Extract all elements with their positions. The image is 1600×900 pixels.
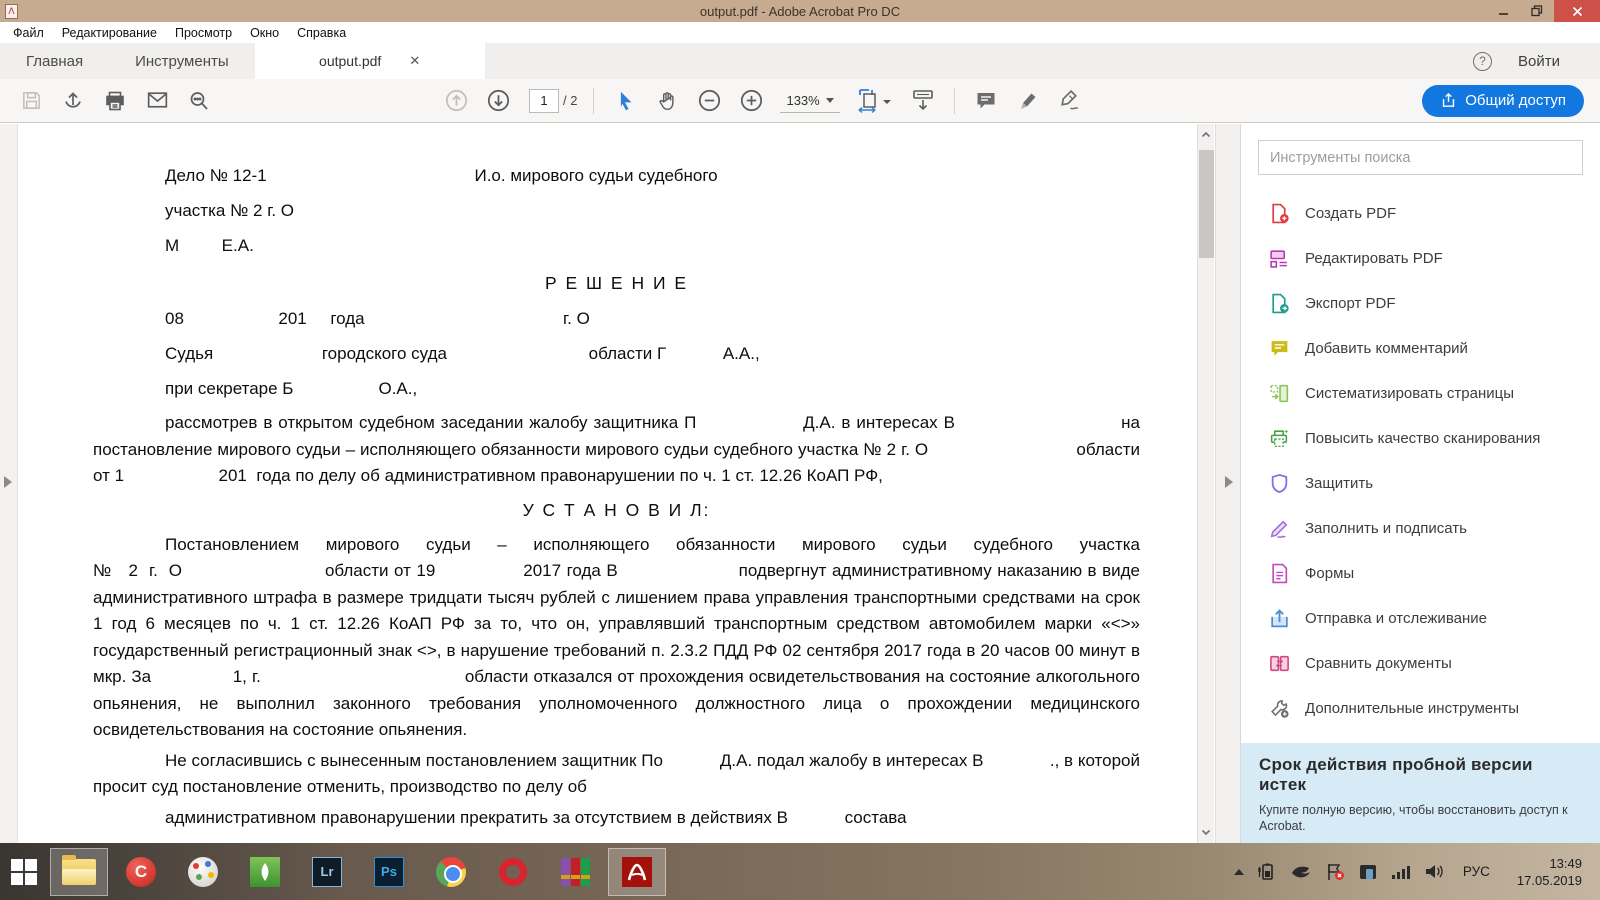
menu-file[interactable]: Файл: [13, 25, 44, 40]
menu-edit[interactable]: Редактирование: [61, 25, 157, 40]
page-scrolling-icon[interactable]: [908, 86, 938, 116]
speaker-icon[interactable]: [1424, 863, 1444, 880]
taskbar-photoshop[interactable]: [360, 848, 418, 896]
tool-send-track[interactable]: Отправка и отслеживание: [1241, 596, 1600, 641]
taskbar-explorer[interactable]: [50, 848, 108, 896]
tools-search-box[interactable]: [1258, 140, 1583, 175]
selection-tool-icon[interactable]: [610, 86, 640, 116]
taskbar-ccleaner[interactable]: [112, 848, 170, 896]
tool-create-pdf[interactable]: Создать PDF: [1241, 191, 1600, 236]
taskbar-chrome[interactable]: [422, 848, 480, 896]
windows-logo-icon: [11, 859, 37, 885]
trial-body: Купите полную версию, чтобы восстановить доступ к Acrobat.: [1259, 803, 1568, 833]
email-icon[interactable]: [142, 86, 172, 116]
doc-judge-line: Судья городского суда области Г А.А.,: [165, 344, 760, 363]
tool-more-tools[interactable]: Дополнительные инструменты: [1241, 686, 1600, 731]
taskbar-lightroom[interactable]: [298, 848, 356, 896]
hand-tool-icon[interactable]: [652, 86, 682, 116]
protect-shield-icon: [1269, 473, 1290, 494]
tools-search-input[interactable]: [1259, 150, 1582, 166]
zoom-level-dropdown[interactable]: [780, 89, 839, 113]
page-count-label: / 2: [563, 93, 578, 108]
sign-icon[interactable]: [1055, 86, 1085, 116]
tab-document[interactable]: [255, 43, 485, 79]
trial-expired-panel: [1241, 743, 1600, 843]
language-indicator[interactable]: РУС: [1462, 864, 1490, 879]
fill-sign-icon: [1269, 518, 1290, 539]
file-explorer-icon: [62, 859, 96, 885]
start-button[interactable]: [0, 843, 48, 900]
doc-para-rassmotrev: рассмотрев в открытом судебном заседании жалобу защитника П Д.А. в интересах В на постановление мирового судьи – исполняющего обязанности мирового судьи судебного участка № 2 г. О области от 1 201 года по делу об административном правонарушении по ч. 1 ст. 12.26 КоАП РФ,: [93, 413, 1140, 485]
doc-judge-name-line: М Е.А.: [165, 236, 254, 255]
restore-button[interactable]: [1520, 0, 1554, 22]
tool-enhance-scans[interactable]: Повысить качество сканирования: [1241, 416, 1600, 461]
save-icon[interactable]: [16, 86, 46, 116]
titlebar: [0, 0, 1600, 22]
opera-icon: [499, 858, 527, 886]
tools-sidebar: [1240, 124, 1600, 843]
scroll-up-icon[interactable]: [1201, 130, 1211, 140]
tab-tools[interactable]: Инструменты: [135, 52, 229, 70]
scroll-down-icon[interactable]: [1201, 827, 1211, 837]
comment-icon[interactable]: [971, 86, 1001, 116]
photoshop-icon: Ps: [374, 857, 404, 887]
tab-close-icon[interactable]: ✕: [409, 53, 421, 68]
doc-case-line: Дело № 12-1 И.о. мирового судьи судебного: [165, 166, 718, 185]
network-signal-icon[interactable]: [1391, 864, 1411, 880]
pdf-document[interactable]: [19, 124, 1197, 843]
minimize-button[interactable]: [1486, 0, 1520, 22]
right-panel-expand-icon[interactable]: [1225, 476, 1233, 488]
trial-title: Срок действия пробной версии истек: [1259, 755, 1533, 794]
lightroom-icon: Lr: [312, 857, 342, 887]
tool-edit-pdf[interactable]: Редактировать PDF: [1241, 236, 1600, 281]
close-button[interactable]: [1554, 0, 1600, 22]
taskbar-paint[interactable]: [174, 848, 232, 896]
acrobat-app-icon: ꓥ: [5, 4, 18, 19]
right-panel-strip[interactable]: [1215, 124, 1240, 843]
tool-fill-sign[interactable]: Заполнить и подписать: [1241, 506, 1600, 551]
tool-compare-documents[interactable]: Сравнить документы: [1241, 641, 1600, 686]
doc-heading-ustanovil: У С Т А Н О В И Л:: [522, 499, 711, 520]
organize-pages-icon: [1269, 383, 1290, 404]
highlight-icon[interactable]: [1013, 86, 1043, 116]
send-track-icon: [1269, 608, 1290, 629]
tool-forms[interactable]: Формы: [1241, 551, 1600, 596]
clock[interactable]: [1509, 855, 1590, 889]
zoom-in-icon[interactable]: [736, 86, 766, 116]
clock-time: 13:49: [1549, 855, 1582, 871]
share-button[interactable]: [1422, 85, 1584, 117]
next-page-icon[interactable]: [483, 86, 513, 116]
toolbar: [0, 79, 1600, 123]
doc-uchastka-line: участка № 2 г. О: [165, 201, 295, 220]
left-panel-strip[interactable]: [0, 124, 18, 843]
forms-icon: [1269, 563, 1290, 584]
tab-home[interactable]: Главная: [26, 52, 84, 70]
chrome-icon: [436, 857, 466, 887]
hidden-icons-icon[interactable]: [1234, 869, 1244, 875]
menu-help[interactable]: Справка: [297, 25, 347, 40]
signin-button[interactable]: Войти: [1518, 52, 1560, 70]
add-comment-icon: [1269, 338, 1290, 359]
menu-window[interactable]: Окно: [250, 25, 280, 40]
compare-documents-icon: [1269, 653, 1290, 674]
taskbar-acrobat[interactable]: [608, 848, 666, 896]
doc-heading-decision: Р Е Ш Е Н И Е: [544, 273, 689, 293]
page-number-input[interactable]: [529, 89, 559, 113]
scrollbar-thumb[interactable]: [1199, 150, 1214, 258]
edit-pdf-icon: [1269, 248, 1290, 269]
previous-page-icon[interactable]: [441, 86, 471, 116]
defender-swoosh-icon[interactable]: [1290, 864, 1312, 880]
paint-icon: [188, 857, 218, 887]
system-tray: [1234, 843, 1600, 900]
zoom-out-icon[interactable]: [694, 86, 724, 116]
tool-organize-pages[interactable]: Систематизировать страницы: [1241, 371, 1600, 416]
windows-taskbar: [0, 843, 1600, 900]
print-icon[interactable]: [100, 86, 130, 116]
doc-para-clipped: административном правонарушении прекратить за отсутствием в действиях В состава: [165, 807, 907, 827]
winrar-icon: [561, 858, 590, 886]
tool-protect[interactable]: Защитить: [1241, 461, 1600, 506]
clock-date: 17.05.2019: [1516, 872, 1582, 888]
vertical-scrollbar[interactable]: [1197, 124, 1214, 843]
search-icon[interactable]: [184, 86, 214, 116]
tool-export-pdf[interactable]: Экспорт PDF: [1241, 281, 1600, 326]
left-panel-expand-icon[interactable]: [4, 476, 12, 488]
pdf-page: [19, 124, 1197, 831]
help-icon[interactable]: ?: [1473, 52, 1492, 71]
doc-secretary-line: при секретаре Б О.А.,: [165, 379, 418, 398]
main-area: [0, 124, 1600, 843]
taskbar-coreldraw[interactable]: [236, 848, 294, 896]
acrobat-icon: [622, 857, 652, 887]
device-icon[interactable]: [1358, 863, 1378, 881]
doc-tab-label: output.pdf: [319, 53, 382, 69]
more-tools-icon: [1269, 698, 1290, 719]
battery-icon[interactable]: [1257, 863, 1277, 881]
action-center-flag-icon[interactable]: [1325, 863, 1345, 881]
coreldraw-icon: [250, 857, 280, 887]
window-title: output.pdf - Adobe Acrobat Pro DC: [699, 3, 901, 19]
tool-list: [1241, 181, 1600, 731]
create-pdf-icon: [1269, 203, 1290, 224]
doc-date-line: 08 201 года г. О: [165, 309, 590, 328]
chevron-down-icon: [826, 98, 834, 103]
taskbar-winrar[interactable]: [546, 848, 604, 896]
fit-width-icon[interactable]: [854, 86, 894, 116]
tool-add-comment[interactable]: Добавить комментарий: [1241, 326, 1600, 371]
tabbar: [0, 43, 1600, 79]
menubar: [0, 22, 1600, 43]
upload-share-icon[interactable]: [58, 86, 88, 116]
export-pdf-icon: [1269, 293, 1290, 314]
enhance-scans-icon: [1269, 428, 1290, 449]
menu-view[interactable]: Просмотр: [174, 25, 233, 40]
share-button-label: Общий доступ: [1465, 92, 1566, 109]
ccleaner-icon: C: [126, 857, 156, 887]
doc-para-zhaloba: Не согласившись с вынесенным постановлением защитник По Д.А. подал жалобу в интересах В ., в которой просит суд постановление отменить, производство по делу об: [93, 750, 1140, 796]
doc-para-postanovleniem: Постановлением мирового судьи – исполняющего обязанности мирового судьи судебного участка № 2 г. О области от 19 2017 года В подвергнут административному наказанию в виде административного штрафа в размере тридцати тысяч рублей с лишением права управления транспортными средствами на срок 1 год 6 месяцев по ч. 1 ст. 12.26 КоАП РФ за то, что он, управлявший транспортным средством автомобилем марки «<>» государственный регистрационный знак <>, в нарушение требований п. 2.3.2 ПДД РФ 02 сентября 2017 года в 20 часов 00 минут в мкр. За 1, г. области отказался от прохождения освидетельствования на состояние алкогольного опьянения, не выполнил законного требования уполномоченного должностного лица о прохождении медицинского освидетельствования на состояние опьянения.: [93, 534, 1140, 739]
zoom-level-value: 133%: [786, 92, 820, 108]
taskbar-opera[interactable]: [484, 848, 542, 896]
